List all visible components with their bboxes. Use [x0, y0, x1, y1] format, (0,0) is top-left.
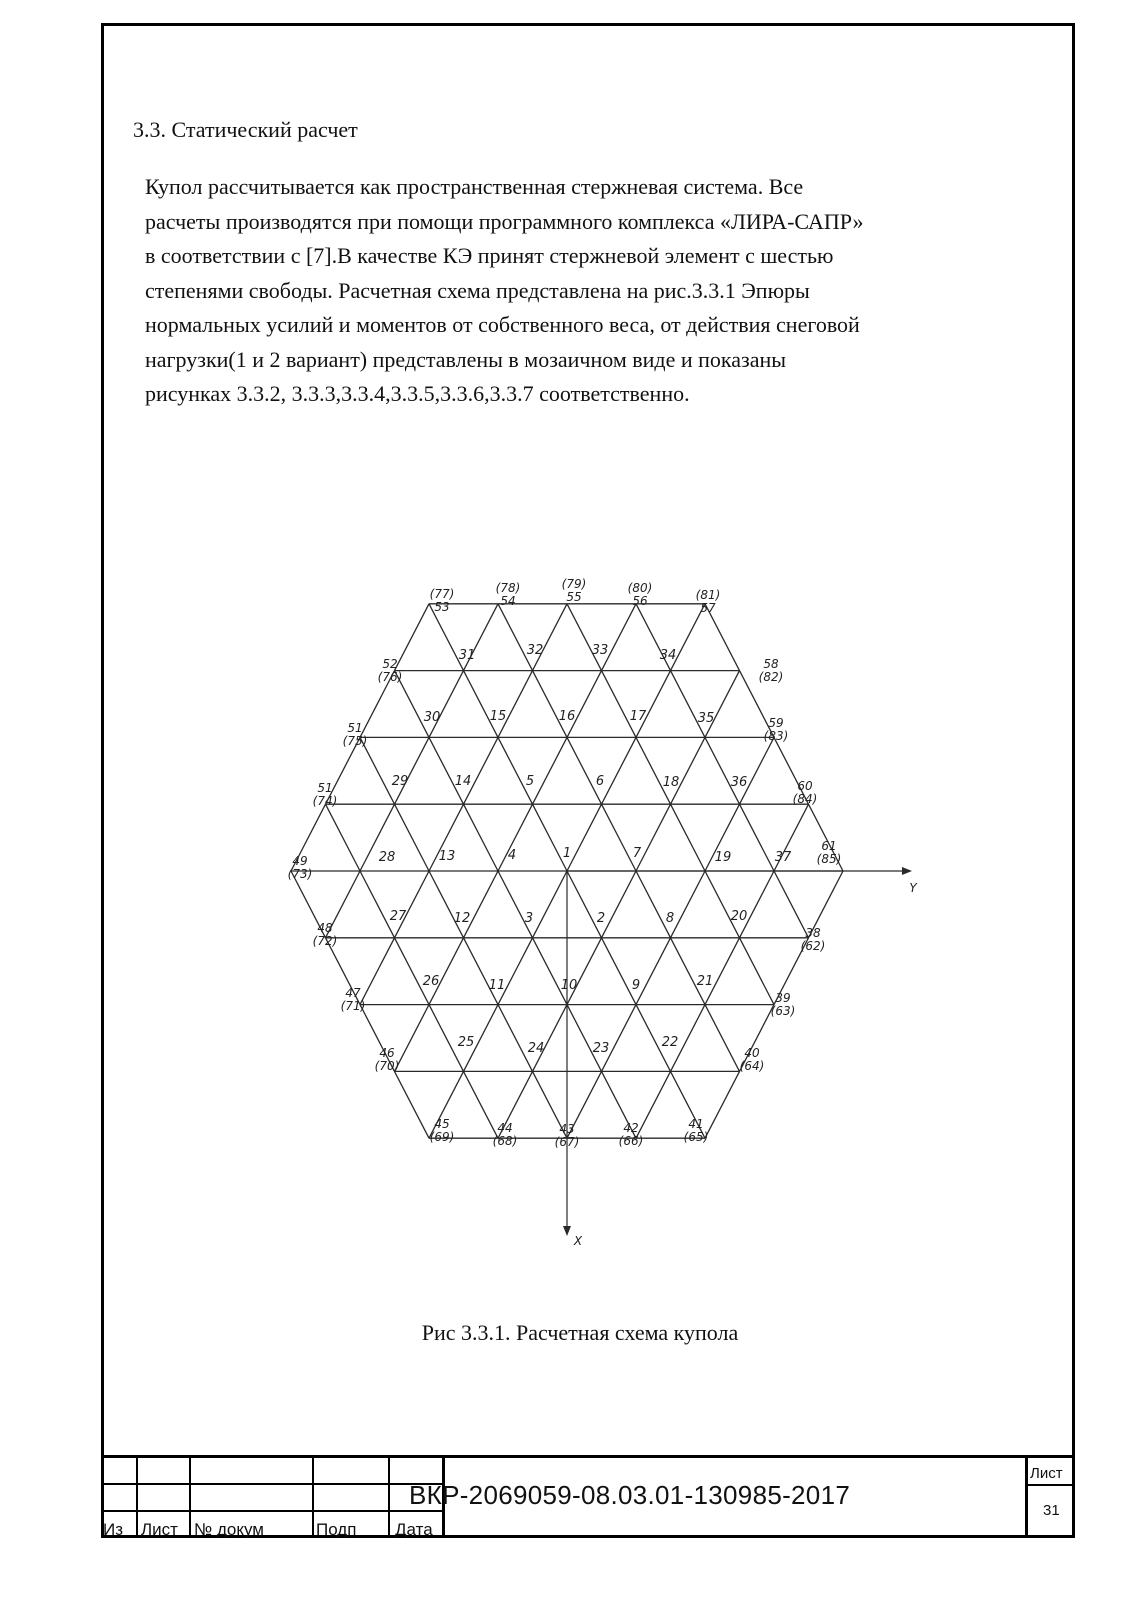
node-label: 17	[629, 709, 647, 724]
support-node-label: (80)	[627, 581, 653, 595]
stamp-hline	[101, 1510, 443, 1512]
support-node-label: 46	[379, 1046, 395, 1060]
support-node-label: 61	[821, 839, 837, 853]
diagonal-member	[705, 671, 740, 738]
node-label: 27	[389, 909, 407, 924]
node-label: 23	[592, 1041, 610, 1056]
diagonal-member	[705, 737, 740, 804]
body-line: рисунках 3.3.2, 3.3.3,3.3.4,3.3.5,3.3.6,3.3.7 соответственно.	[145, 381, 690, 406]
diagonal-member	[671, 737, 706, 804]
node-label: 20	[730, 909, 748, 924]
diagonal-member	[533, 737, 568, 804]
support-node-label: (85)	[816, 852, 842, 866]
diagonal-member	[567, 1005, 602, 1072]
sheet-number: 31	[1043, 1502, 1060, 1519]
diagonal-member	[602, 604, 637, 671]
diagonal-member	[567, 871, 602, 938]
node-label: 15	[489, 709, 507, 724]
support-node-label: (69)	[429, 1130, 455, 1144]
support-node-label: (82)	[758, 670, 784, 684]
support-node-label: (74)	[312, 794, 338, 808]
node-label: 13	[438, 849, 456, 864]
node-label: 36	[730, 775, 748, 790]
node-label: 24	[527, 1041, 545, 1056]
support-node-label: (77)	[429, 587, 455, 601]
stamp-col-label: Лист	[141, 1523, 178, 1537]
diagonal-member	[498, 671, 533, 738]
stamp-col-label: Дата	[395, 1523, 433, 1537]
stamp-vline	[312, 1455, 314, 1538]
diagonal-member	[464, 871, 499, 938]
support-node-label: 54	[500, 594, 516, 608]
support-node-label: 42	[623, 1121, 639, 1135]
diagonal-member	[429, 871, 464, 938]
support-node-label: 56	[632, 594, 648, 608]
diagonal-member	[498, 1005, 533, 1072]
support-node-label: (70)	[374, 1059, 400, 1073]
diagonal-member	[464, 938, 499, 1005]
diagonal-member	[360, 938, 395, 1005]
node-label: 31	[458, 648, 476, 663]
support-node-label: 45	[434, 1117, 450, 1131]
diagonal-member	[740, 871, 775, 938]
node-label: 28	[378, 850, 396, 865]
diagonal-member	[671, 871, 706, 938]
diagonal-member	[429, 938, 464, 1005]
diagonal-member	[567, 938, 602, 1005]
support-node-label: 51	[347, 721, 363, 735]
diagonal-member	[602, 871, 637, 938]
stamp-vline	[189, 1455, 191, 1538]
diagonal-member	[671, 938, 706, 1005]
diagonal-member	[533, 604, 568, 671]
diagonal-member	[533, 871, 568, 938]
diagonal-member	[740, 737, 775, 804]
node-label: 12	[453, 911, 471, 926]
node-label: 19	[714, 850, 732, 865]
node-label: 11	[488, 978, 506, 993]
diagonal-member	[464, 671, 499, 738]
diagonal-member	[360, 871, 395, 938]
support-node-label: 49	[292, 854, 308, 868]
body-line: нагрузки(1 и 2 вариант) представлены в мозаичном виде и показаны	[145, 346, 787, 372]
node-label: 29	[391, 774, 409, 789]
node-label: 4	[507, 848, 517, 863]
diagonal-member	[636, 1071, 671, 1138]
diagonal-member	[498, 737, 533, 804]
diagonal-member	[533, 804, 568, 871]
node-label: 14	[454, 774, 472, 789]
support-node-label: 38	[805, 926, 821, 940]
node-label: 32	[526, 643, 544, 658]
support-node-label: (63)	[770, 1004, 796, 1018]
support-node-label: 48	[317, 921, 333, 935]
diagonal-member	[705, 938, 740, 1005]
node-label: 3	[524, 911, 534, 926]
support-node-label: (79)	[561, 577, 587, 591]
diagonal-member	[602, 1005, 637, 1072]
support-node-label: (81)	[695, 588, 721, 602]
x-axis-label: X	[573, 1234, 583, 1248]
support-node-label: 47	[345, 986, 361, 1000]
node-label: 26	[422, 974, 440, 989]
support-node-label: (83)	[763, 729, 789, 743]
diagonal-member	[395, 737, 430, 804]
node-label: 21	[696, 974, 714, 989]
diagonal-member	[395, 1005, 430, 1072]
support-node-label: 52	[382, 657, 398, 671]
support-node-label: (84)	[792, 792, 818, 806]
node-label: 9	[631, 978, 641, 993]
diagonal-member	[429, 671, 464, 738]
diagonal-member	[395, 804, 430, 871]
diagonal-member	[498, 871, 533, 938]
support-node-label: 39	[775, 991, 791, 1005]
y-axis-label: Y	[909, 881, 917, 895]
diagonal-member	[602, 938, 637, 1005]
support-node-label: 55	[566, 590, 582, 604]
body-line: расчеты производятся при помощи программного комплекса «ЛИРА-САПР»	[145, 208, 864, 234]
body-line: степенями свободы. Расчетная схема представлена на рис.3.3.1 Эпюры	[145, 277, 810, 303]
diagonal-member	[395, 604, 430, 671]
stamp-vline	[1025, 1455, 1028, 1538]
support-node-label: 58	[763, 657, 779, 671]
diagonal-member	[636, 938, 671, 1005]
diagonal-member	[429, 737, 464, 804]
node-label: 5	[525, 774, 535, 789]
diagonal-member	[671, 671, 706, 738]
support-node-label: 59	[768, 716, 784, 730]
y-axis-arrow	[902, 867, 912, 875]
diagonal-member	[498, 938, 533, 1005]
support-node-label: 53	[434, 600, 450, 614]
diagonal-member	[602, 671, 637, 738]
support-node-label: (76)	[377, 670, 403, 684]
stamp-hline	[101, 1455, 1075, 1458]
node-label: 2	[596, 911, 606, 926]
support-node-label: (68)	[492, 1134, 518, 1148]
node-label: 18	[662, 775, 680, 790]
node-label: 16	[558, 709, 576, 724]
diagonal-member	[636, 737, 671, 804]
node-label: 25	[457, 1035, 475, 1050]
node-label: 7	[632, 846, 642, 861]
support-node-label: (72)	[312, 934, 338, 948]
diagonal-member	[464, 1071, 499, 1138]
diagonal-member	[705, 871, 740, 938]
diagonal-member	[395, 871, 430, 938]
diagonal-member	[705, 1071, 740, 1138]
diagonal-member	[671, 804, 706, 871]
node-label: 1	[562, 846, 572, 861]
stamp-hline	[1025, 1484, 1075, 1486]
figure-caption: Рис 3.3.1. Расчетная схема купола	[421, 1320, 739, 1345]
node-label: 6	[595, 774, 605, 789]
support-node-label: (65)	[683, 1130, 709, 1144]
node-label: 35	[697, 711, 715, 726]
stamp-hline	[101, 1483, 443, 1485]
body-line: Купол рассчитывается как пространственная стержневая система. Все	[145, 174, 804, 199]
sheet-label: Лист	[1030, 1465, 1063, 1482]
node-label: 37	[774, 850, 792, 865]
support-node-label: 57	[700, 601, 716, 615]
diagonal-member	[395, 938, 430, 1005]
support-node-label: (75)	[342, 734, 368, 748]
support-node-label: (71)	[340, 999, 366, 1013]
body-line: нормальных усилий и моментов от собственного веса, от действия снеговой	[145, 312, 860, 337]
diagonal-member	[567, 737, 605, 804]
diagonal-member	[740, 938, 775, 1005]
support-node-label: (64)	[739, 1059, 765, 1073]
body-line: в соответствии с [7].В качестве КЭ принят стержневой элемент с шестью	[145, 243, 834, 268]
diagonal-member	[395, 1071, 430, 1138]
support-node-label: 60	[797, 779, 813, 793]
support-node-label: (66)	[618, 1134, 644, 1148]
diagonal-member	[602, 737, 637, 804]
node-label: 30	[423, 710, 441, 725]
diagonal-member	[464, 804, 499, 871]
stamp-col-label: Подп	[316, 1523, 357, 1537]
support-node-label: (67)	[554, 1135, 580, 1149]
stamp-vline	[388, 1455, 390, 1538]
diagonal-member	[636, 804, 671, 871]
diagonal-member	[705, 1005, 740, 1072]
node-label: 33	[591, 643, 609, 658]
diagonal-member	[636, 671, 671, 738]
diagonal-member	[636, 871, 671, 938]
diagonal-member	[533, 671, 568, 738]
support-node-label: 51	[317, 781, 333, 795]
support-node-label: (62)	[800, 939, 826, 953]
document-code: ВКР-2069059-08.03.01-130985-2017	[409, 1480, 851, 1510]
diagonal-member	[567, 604, 602, 671]
node-label: 34	[659, 648, 677, 663]
diagonal-member	[740, 804, 775, 871]
diagonal-member	[602, 804, 637, 871]
section-title: 3.3. Статический расчет	[133, 117, 358, 142]
support-node-label: 41	[688, 1117, 704, 1131]
support-node-label: (73)	[287, 867, 313, 881]
node-label: 8	[665, 911, 675, 926]
stamp-vline	[136, 1455, 138, 1538]
diagonal-member	[567, 671, 602, 738]
support-node-label: 43	[559, 1122, 575, 1136]
diagonal-member	[567, 804, 602, 871]
diagonal-member	[464, 737, 499, 804]
diagonal-member	[533, 1005, 568, 1072]
support-node-label: 40	[744, 1046, 760, 1060]
diagonal-member	[774, 871, 809, 938]
node-label: 22	[661, 1035, 679, 1050]
node-label: 10	[560, 978, 578, 993]
stamp-col-label: № докум	[194, 1523, 264, 1537]
support-node-label: 44	[497, 1121, 513, 1135]
diagonal-member	[326, 804, 361, 871]
support-node-label: (78)	[495, 581, 521, 595]
diagonal-member	[498, 604, 533, 671]
diagonal-member	[533, 938, 568, 1005]
stamp-col-label: Из	[103, 1523, 124, 1537]
x-axis-arrow	[563, 1226, 571, 1236]
